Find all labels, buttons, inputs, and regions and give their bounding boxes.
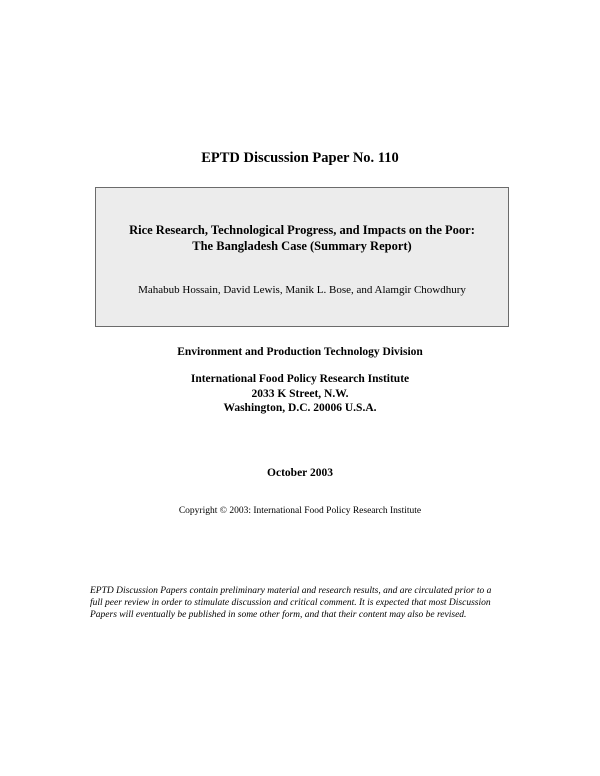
institute-name: International Food Policy Research Institute bbox=[190, 373, 410, 385]
paper-title bbox=[96, 222, 508, 254]
title-box bbox=[95, 187, 509, 327]
disclaimer-text bbox=[90, 585, 515, 621]
paper-title-line-2: The Bangladesh Case (Summary Report) bbox=[192, 239, 412, 253]
copyright-notice: Copyright © 2003: International Food Policy Research Institute bbox=[178, 506, 422, 516]
institute-address bbox=[0, 372, 600, 416]
publication-date: October 2003 bbox=[267, 467, 333, 479]
series-title: EPTD Discussion Paper No. 110 bbox=[201, 150, 399, 166]
disclaimer-line-1: EPTD Discussion Papers contain preliminary material and research results, and are circulated prior to a bbox=[90, 586, 492, 596]
institute-city: Washington, D.C. 20006 U.S.A. bbox=[223, 402, 377, 414]
institute-street: 2033 K Street, N.W. bbox=[251, 387, 349, 400]
division-name: Environment and Production Technology Division bbox=[177, 346, 423, 358]
paper-title-line-1: Rice Research, Technological Progress, and Impacts on the Poor: bbox=[129, 223, 475, 237]
disclaimer-line-2: full peer review in order to stimulate discussion and critical comment. It is expected that most Discussion bbox=[90, 598, 491, 608]
paper-authors: Mahabub Hossain, David Lewis, Manik L. Bose, and Alamgir Chowdhury bbox=[138, 284, 466, 296]
disclaimer-line-3: Papers will eventually be published in some other form, and that their content may also be revised. bbox=[90, 610, 467, 620]
